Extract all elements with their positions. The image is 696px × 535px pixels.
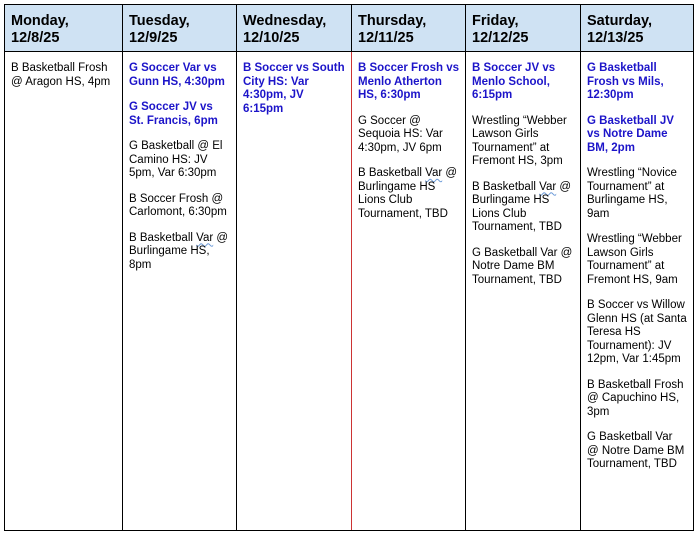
day-date: 12/13/25 <box>587 30 644 46</box>
day-name: Friday, <box>472 13 519 29</box>
event-item: B Soccer vs Willow Glenn HS (at Santa Teresa HS Tournament): JV 12pm, Var 1:45pm <box>587 299 687 365</box>
event-item: B Basketball Var @ Burlingame HS, 8pm <box>129 231 229 271</box>
day-cell-thursday <box>352 52 466 531</box>
event-item: G Basketball Var @ Notre Dame BM Tournament, TBD <box>587 431 685 470</box>
event-item: G Basketball Var @ Notre Dame BM Tournament, TBD <box>472 246 573 286</box>
day-cell-tuesday <box>123 52 237 531</box>
weekly-schedule-table <box>4 4 694 531</box>
event-item: B Basketball Var @ Burlingame HS Lions Club Tournament, TBD <box>472 180 572 233</box>
day-header-wednesday <box>237 5 352 52</box>
event-item: B Basketball Frosh @ Capuchino HS, 3pm <box>587 378 684 418</box>
day-date: 12/11/25 <box>358 30 414 46</box>
event-item: Wrestling “Webber Lawson Girls Tournament” at Fremont HS, 3pm <box>472 114 567 167</box>
day-date: 12/8/25 <box>11 30 60 46</box>
day-header-saturday <box>581 5 694 52</box>
day-header-thursday <box>352 5 466 52</box>
event-item: B Soccer Frosh vs Menlo Atherton HS, 6:30pm <box>358 62 459 101</box>
event-item: G Basketball @ El Camino HS: JV 5pm, Var 6:30pm <box>129 140 223 179</box>
day-header-friday <box>466 5 581 52</box>
day-name: Wednesday, <box>243 13 327 29</box>
day-header-tuesday <box>123 5 237 52</box>
event-item: Wrestling “Novice Tournament” at Burlingame HS, 9am <box>587 167 677 220</box>
day-header-monday <box>5 5 123 52</box>
event-item: B Soccer Frosh @ Carlomont, 6:30pm <box>129 192 227 218</box>
day-name: Thursday, <box>358 13 427 29</box>
day-cell-monday <box>5 52 123 531</box>
day-cell-saturday <box>581 52 694 531</box>
day-name: Saturday, <box>587 13 653 29</box>
day-date: 12/10/25 <box>243 30 300 46</box>
event-item: G Soccer JV vs St. Francis, 6pm <box>129 101 218 127</box>
day-date: 12/9/25 <box>129 30 178 46</box>
event-item: G Soccer Var vs Gunn HS, 4:30pm <box>129 62 225 88</box>
day-name: Tuesday, <box>129 13 190 29</box>
event-item: B Basketball Frosh @ Aragon HS, 4pm <box>11 62 111 88</box>
events-row <box>5 52 694 531</box>
header-row <box>5 5 694 52</box>
day-date: 12/12/25 <box>472 30 529 46</box>
event-item: G Soccer @ Sequoia HS: Var 4:30pm, JV 6pm <box>358 114 443 154</box>
event-item: Wrestling “Webber Lawson Girls Tournament” at Fremont HS, 9am <box>587 233 682 286</box>
event-item: G Basketball JV vs Notre Dame BM, 2pm <box>587 114 674 154</box>
day-cell-wednesday <box>237 52 352 531</box>
day-name: Monday, <box>11 13 69 29</box>
event-item: B Basketball Var @ Burlingame HS Lions Club Tournament, TBD <box>358 167 458 220</box>
event-item: G Basketball Frosh vs Mils, 12:30pm <box>587 62 664 101</box>
event-item: B Soccer vs South City HS: Var 4:30pm, JV 6:15pm <box>243 62 345 115</box>
day-cell-friday <box>466 52 581 531</box>
event-item: B Soccer JV vs Menlo School, 6:15pm <box>472 62 556 101</box>
